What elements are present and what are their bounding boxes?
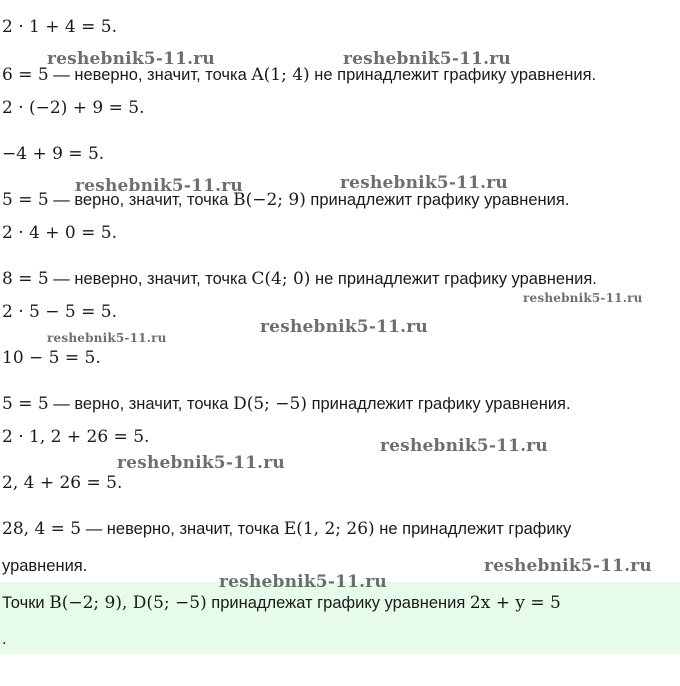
verdict-text: — верно, значит, точка (48, 395, 234, 413)
equation: 5 = 5 (2, 394, 49, 414)
equation: 6 = 5 (2, 65, 49, 85)
verdict-tail: не принадлежит графику уравнения. (310, 270, 597, 288)
watermark: reshebnik5-11.ru (260, 317, 428, 337)
point-label: B(−2; 9) (233, 190, 306, 210)
conclusion-tail: . (2, 630, 7, 648)
conclusion-points: B(−2; 9), D(5; −5) (49, 593, 207, 613)
point-label: E(1, 2; 26) (283, 519, 375, 539)
verdict-text: — верно, значит, точка (48, 191, 234, 209)
solution-line-1 (2, 16, 117, 38)
verdict-text: — неверно, значит, точка (48, 66, 252, 84)
solution-line-6 (2, 222, 117, 244)
watermark: reshebnik5-11.ru (219, 572, 387, 592)
verdict-text: — неверно, значит, точка (81, 520, 284, 538)
verdict-tail: принадлежит графику уравнения. (305, 191, 570, 209)
equation: 8 = 5 (2, 269, 49, 289)
watermark: reshebnik5-11.ru (340, 173, 508, 193)
solution-line-12 (2, 472, 122, 494)
point-label: D(5; −5) (233, 394, 307, 414)
conclusion-equation: 2x + y = 5 (469, 593, 561, 613)
watermark: reshebnik5-11.ru (47, 331, 167, 345)
conclusion-text-2: принадлежат графику уравнения (206, 594, 470, 612)
conclusion-tail-line (2, 628, 7, 650)
verdict-tail: не принадлежит графику уравнения. (309, 66, 597, 84)
solution-line-3 (2, 97, 145, 119)
equation: 5 = 5 (2, 190, 49, 210)
watermark: reshebnik5-11.ru (343, 49, 511, 69)
solution-line-4 (2, 143, 104, 165)
equation: 2 · 1 + 4 = 5. (2, 17, 117, 37)
verdict-tail: принадлежит графику уравнения. (306, 395, 571, 413)
continuation-text: уравнения. (2, 557, 88, 575)
solution-line-10 (2, 393, 571, 415)
equation: 2 · 1, 2 + 26 = 5. (2, 427, 150, 447)
watermark: reshebnik5-11.ru (117, 453, 285, 473)
equation: 10 − 5 = 5. (2, 348, 101, 368)
solution-line-8 (2, 301, 117, 323)
watermark: reshebnik5-11.ru (47, 49, 215, 69)
conclusion-text: Точки (2, 594, 50, 612)
solution-line-7 (2, 268, 597, 290)
equation: 2 · 5 − 5 = 5. (2, 302, 117, 322)
watermark: reshebnik5-11.ru (75, 176, 243, 196)
equation: 28, 4 = 5 (2, 519, 82, 539)
watermark: reshebnik5-11.ru (380, 436, 548, 456)
equation: 2 · (−2) + 9 = 5. (2, 98, 145, 118)
equation: 2 · 4 + 0 = 5. (2, 223, 117, 243)
point-label: A(1; 4) (251, 65, 310, 85)
solution-line-9 (2, 347, 101, 369)
solution-line-11 (2, 426, 149, 448)
watermark: reshebnik5-11.ru (484, 556, 652, 576)
verdict-text: — неверно, значит, точка (48, 270, 252, 288)
verdict-tail: не принадлежит графику (374, 520, 572, 538)
solution-line-14 (2, 555, 87, 577)
point-label: C(4; 0) (251, 269, 311, 289)
equation: −4 + 9 = 5. (2, 144, 105, 164)
watermark: reshebnik5-11.ru (523, 291, 643, 305)
solution-line-13 (2, 518, 571, 540)
equation: 2, 4 + 26 = 5. (2, 473, 123, 493)
conclusion-line (2, 592, 561, 614)
